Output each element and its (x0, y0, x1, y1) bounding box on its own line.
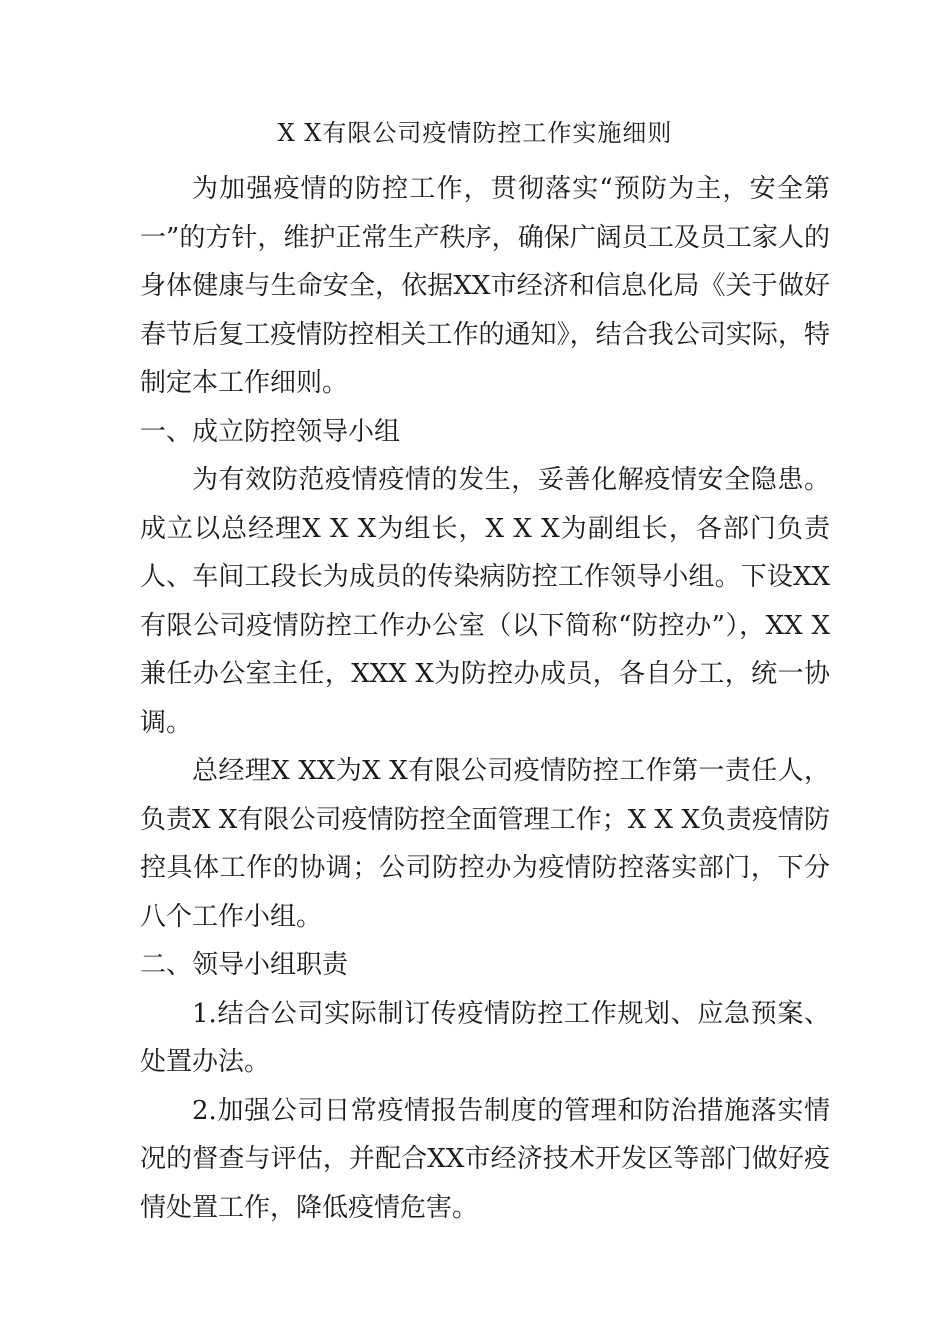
duty-item-1: 1.结合公司实际制订传疫情防控工作规划、应急预案、处置办法。 (140, 998, 830, 1077)
document-title: X X有限公司疫情防控工作实施细则 (277, 119, 673, 147)
intro-paragraph: 为加强疫情的防控工作，贯彻落实“预防为主，安全第一”的方针，维护正常生产秩序，确保广阔员工及员工家人的身体健康与生命安全，依据XX市经济和信息化局《关于做好春节后复工疫情防控相关工作的通知》，结合我公司实际，特制定本工作细则。 (140, 174, 830, 398)
section-heading-1: 一、成立防控领导小组 (140, 416, 401, 447)
section-heading-2: 二、领导小组职责 (140, 950, 349, 980)
paragraph-leadership-group: 为有效防范疫情疫情的发生，妥善化解疫情安全隐患。成立以总经理X X X为组长，X X X为副组长，各部门负责人、车间工段长为成员的传染病防控工作领导小组。下设XX有限公司疫情防控工作办公室（以下简称“防控办”），XX X兼任办公室主任，XXX X为防控办成员，各自分工，统一协调。 (140, 465, 830, 738)
document-body (140, 165, 830, 1232)
duty-item-2: 2.加强公司日常疫情报告制度的管理和防治措施落实情况的督查与评估，并配合XX市经济技术开发区等部门做好疫情处置工作，降低疫情危害。 (140, 1095, 830, 1223)
paragraph-responsibility: 总经理X XX为X X有限公司疫情防控工作第一责任人，负责X X有限公司疫情防控全面管理工作；X X X负责疫情防控具体工作的协调；公司防控办为疫情防控落实部门，下分八个工作小组。 (140, 756, 830, 932)
